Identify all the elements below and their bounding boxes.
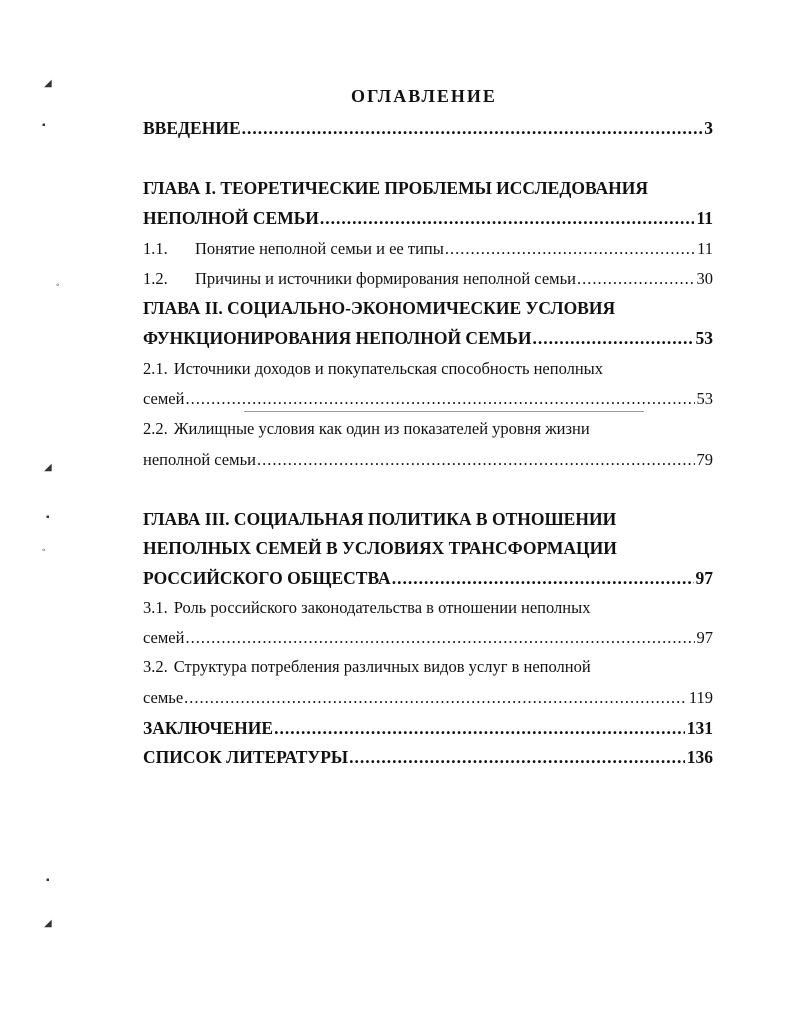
chapter-1-title-line-1: ГЛАВА I. ТЕОРЕТИЧЕСКИЕ ПРОБЛЕМЫ ИССЛЕДОВАНИЯ [143, 178, 649, 198]
page-number: 11 [696, 208, 713, 228]
chapter-3-title-line-1: ГЛАВА III. СОЦИАЛЬНАЯ ПОЛИТИКА В ОТНОШЕНИИ [143, 509, 617, 529]
scan-speck: ◦ [42, 545, 46, 556]
dot-leader [532, 328, 693, 349]
toc-entry-section-3-1[interactable] [143, 628, 713, 648]
toc-entry-chapter-3[interactable] [143, 568, 713, 589]
page-number: 97 [696, 628, 713, 647]
dot-leader [577, 269, 695, 289]
page-number: 79 [696, 450, 713, 469]
entry-label: ЗАКЛЮЧЕНИЕ [143, 718, 274, 738]
page-number: 11 [697, 239, 713, 258]
entry-label: Структура потребления различных видов услуг в неполной [173, 657, 591, 676]
entry-label: ВВЕДЕНИЕ [143, 118, 241, 138]
scan-speck: ◢ [44, 462, 52, 473]
section-3-1-line-1 [143, 598, 713, 618]
page-number: 3 [704, 118, 713, 138]
section-3-2-line-1 [143, 657, 713, 677]
entry-label: Роль российского законодательства в отношении неполных [173, 598, 591, 617]
dot-leader [349, 747, 685, 768]
toc-entry-section-3-2[interactable] [143, 688, 713, 708]
dot-leader [274, 718, 685, 739]
dot-leader [184, 688, 687, 708]
section-number: 1.1. [143, 239, 168, 258]
dot-leader [392, 568, 694, 589]
entry-label: Источники доходов и покупательская способность неполных [173, 359, 604, 378]
entry-label: неполной семьи [143, 450, 256, 469]
entry-label: семье [143, 688, 184, 707]
scan-speck: ▪ [46, 875, 50, 886]
dot-leader [257, 450, 695, 470]
page-number: 131 [686, 718, 713, 738]
section-number: 2.2. [143, 419, 168, 438]
entry-label: семей [143, 389, 185, 408]
toc-entry-bibliography[interactable] [143, 747, 713, 768]
scan-speck: ◢ [44, 918, 52, 929]
scan-speck: ◦ [56, 280, 60, 291]
page-number: 119 [688, 688, 713, 707]
toc-entry-section-1-2[interactable] [143, 269, 713, 289]
scan-speck: ▪ [42, 120, 46, 131]
entry-label: семей [143, 628, 185, 647]
page-number: 97 [695, 568, 713, 588]
section-number: 2.1. [143, 359, 168, 378]
scan-smudge [244, 411, 644, 412]
entry-label: Причины и источники формирования неполной семьи [195, 269, 576, 288]
toc-entry-chapter-2[interactable] [143, 328, 713, 349]
entry-label: СПИСОК ЛИТЕРАТУРЫ [143, 747, 349, 767]
dot-leader [185, 628, 694, 648]
dot-leader [185, 389, 694, 409]
dot-leader [242, 118, 703, 139]
toc-entry-section-2-2[interactable] [143, 450, 713, 470]
entry-label: Понятие неполной семьи и ее типы [195, 239, 444, 258]
section-2-1-line-1 [143, 359, 713, 379]
chapter-3-title-line-2: НЕПОЛНЫХ СЕМЕЙ В УСЛОВИЯХ ТРАНСФОРМАЦИИ [143, 538, 617, 558]
toc-entry-section-2-1[interactable] [143, 389, 713, 409]
chapter-2-title-line-1: ГЛАВА II. СОЦИАЛЬНО-ЭКОНОМИЧЕСКИЕ УСЛОВИЯ [143, 298, 616, 318]
page-number: 136 [686, 747, 713, 767]
entry-label: НЕПОЛНОЙ СЕМЬИ [143, 208, 319, 228]
toc-heading: ОГЛАВЛЕНИЕ [351, 86, 497, 106]
toc-entry-conclusion[interactable] [143, 718, 713, 739]
section-number: 1.2. [143, 269, 168, 288]
scan-speck: ◢ [44, 78, 52, 89]
toc-entry-section-1-1[interactable] [143, 239, 713, 259]
dot-leader [445, 239, 695, 259]
page-number: 53 [695, 328, 713, 348]
section-number: 3.1. [143, 598, 168, 617]
toc-entry-chapter-1[interactable] [143, 208, 713, 229]
page-number: 53 [696, 389, 713, 408]
toc-entry-intro[interactable] [143, 118, 713, 139]
scan-speck: ▪ [46, 512, 50, 523]
section-number: 3.2. [143, 657, 168, 676]
page-number: 30 [696, 269, 713, 288]
entry-label: ФУНКЦИОНИРОВАНИЯ НЕПОЛНОЙ СЕМЬИ [143, 328, 532, 348]
entry-label: РОССИЙСКОГО ОБЩЕСТВА [143, 568, 391, 588]
section-2-2-line-1 [143, 419, 713, 439]
dot-leader [320, 208, 695, 229]
entry-label: Жилищные условия как один из показателей уровня жизни [173, 419, 590, 438]
